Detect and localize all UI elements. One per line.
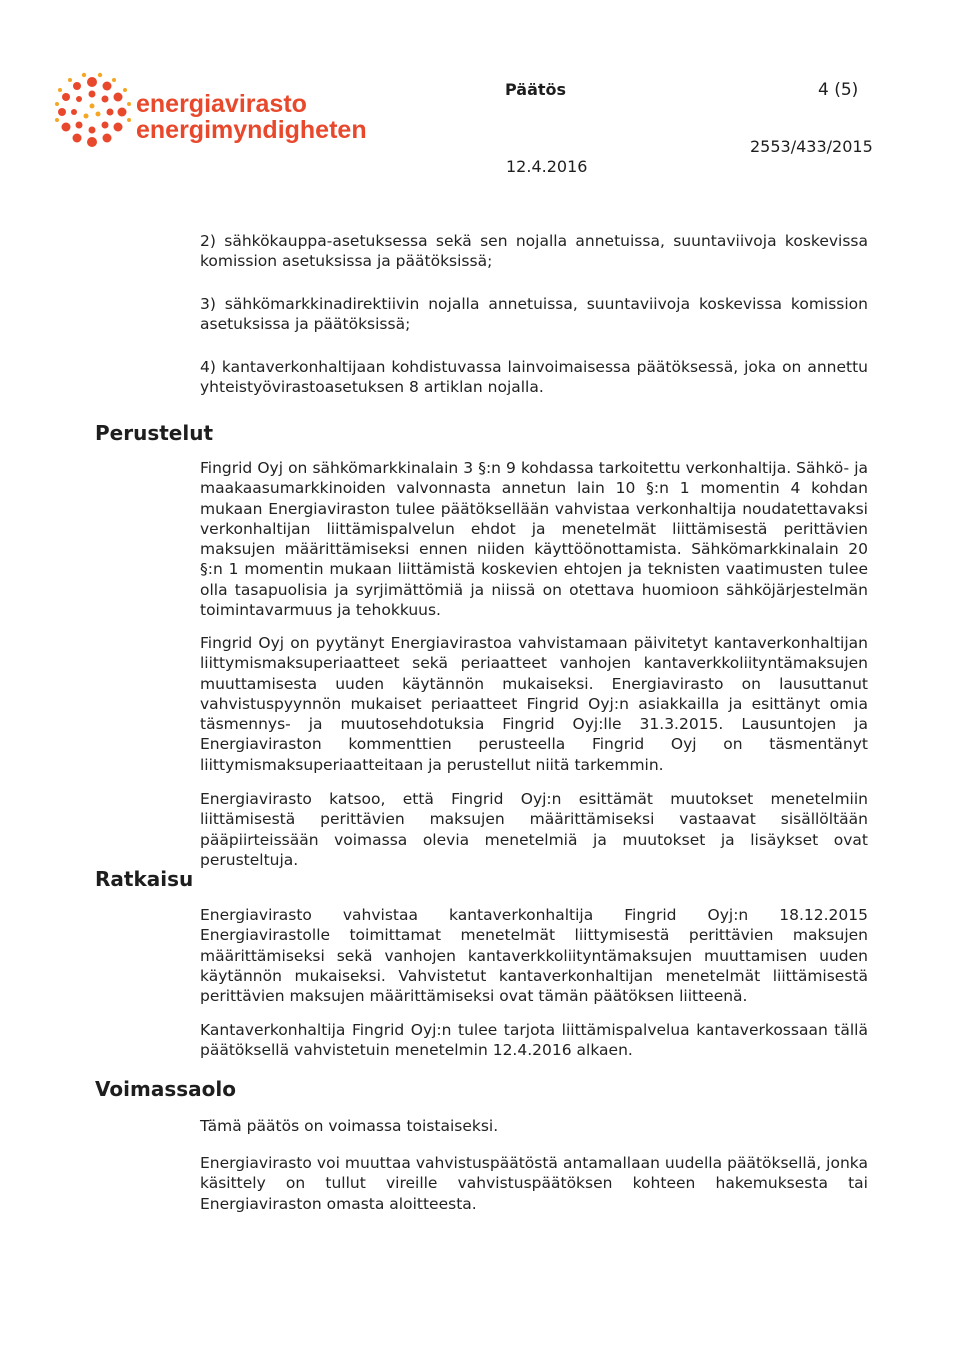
section-heading-ratkaisu: Ratkaisu: [95, 867, 194, 891]
logo-name-fi: energiavirasto: [136, 90, 307, 118]
logo-sun-icon: [52, 72, 132, 152]
list-item-3: 3) sähkömarkkinadirektiivin nojalla annetuissa, suuntaviivoja koskevissa komission asetuksissa ja päätöksissä;: [200, 295, 868, 334]
reference-number: 2553/433/2015: [750, 137, 873, 156]
perustelut-paragraph-2: Fingrid Oyj on pyytänyt Energiavirastoa vahvistamaan päivitetyt kantaverkonhaltijan liittymismaksuperiaatteet sekä periaatteet vanhojen kantaverkkoliityntämaksujen muuttamisesta uuden käytännön mukaiseksi. Energiavirasto on lausuttanut vahvistuspyynnön mukaiset periaatteet Fingrid Oyj:n asiakkailla ja esittänyt omia täsmennys- ja muutosehdotuksia Fingrid Oyj:lle 31.3.2015. Lausuntojen ja Energiaviraston kommenttien perusteella Fingrid Oyj on täsmentänyt liittymismaksuperiaatteitaan ja perustellut niitä tarkemmin.: [200, 634, 868, 774]
perustelut-paragraph-3: Energiavirasto katsoo, että Fingrid Oyj:n esittämät muutokset menetelmiin liittämisestä perittävien maksujen määrittämiseksi vastaavat sisällöltään pääpiirteissään voimassa olevia menetelmiä ja muutokset ja lisäykset ovat perusteltuja.: [200, 790, 868, 869]
list-item-4: 4) kantaverkonhaltijaan kohdistuvassa lainvoimaisessa päätöksessä, joka on annettu yhteistyövirastoasetuksen 8 artiklan nojalla.: [200, 358, 868, 397]
voimassaolo-paragraph-2: Energiavirasto voi muuttaa vahvistuspäätöstä antamallaan uudella päätöksellä, jonka käsittely on tullut vireille vahvistuspäätöksen kohteen hakemuksesta tai Energiaviraston omasta aloitteesta.: [200, 1154, 868, 1213]
ratkaisu-paragraph-2: Kantaverkonhaltija Fingrid Oyj:n tulee tarjota liittämispalvelua kantaverkossaan tällä päätöksellä vahvistetuin menetelmin 12.4.2016 alkaen.: [200, 1021, 868, 1060]
document-date: 12.4.2016: [506, 157, 588, 176]
section-heading-voimassaolo: Voimassaolo: [95, 1077, 236, 1101]
ratkaisu-paragraph-1: Energiavirasto vahvistaa kantaverkonhaltija Fingrid Oyj:n 18.12.2015 Energiavirastolle toimittamat menetelmät liittymisestä perittävien maksujen määrittämiseksi sekä vanhojen kantaverkkoliityntämaksujen muuttamisen uuden käytännön mukaiseksi. Vahvistetut kantaverkonhaltijan menetelmät liittämisestä perittävien maksujen määrittämiseksi ovat tämän päätöksen liitteenä.: [200, 906, 868, 1006]
page-number: 4 (5): [818, 80, 859, 100]
document-type: Päätös: [505, 80, 567, 99]
section-heading-perustelut: Perustelut: [95, 421, 214, 445]
voimassaolo-paragraph-1: Tämä päätös on voimassa toistaiseksi.: [200, 1117, 499, 1135]
energiavirasto-logo: [52, 72, 367, 162]
list-item-2: 2) sähkökauppa-asetuksessa sekä sen nojalla annetuissa, suuntaviivoja koskevissa komission asetuksissa ja päätöksissä;: [200, 232, 868, 271]
logo-name-sv: energimyndigheten: [136, 116, 367, 144]
perustelut-paragraph-1: Fingrid Oyj on sähkömarkkinalain 3 §:n 9 kohdassa tarkoitettu verkonhaltija. Sähkö- ja maakaasumarkkinoiden valvonnasta annetun lain 10 §:n 1 momentin 4 kohdan mukaan Energiaviraston tulee päätöksellään vahvistaa verkonhaltija noudatettavaksi verkonhaltijan liittämispalvelun ehdot ja menetelmät liittämisestä perittävien maksujen määrittämiseksi ennen niiden käyttöönottamista. Sähkömarkkinalain 20 §:n 1 momentin mukaan liittämistä koskevien ehtojen ja teknisten vaatimusten tulee olla tasapuolisia ja syrjimättömiä ja niissä on otettava huomioon sähköjärjestelmän toimintavarmuus ja tehokkuus.: [200, 459, 868, 620]
